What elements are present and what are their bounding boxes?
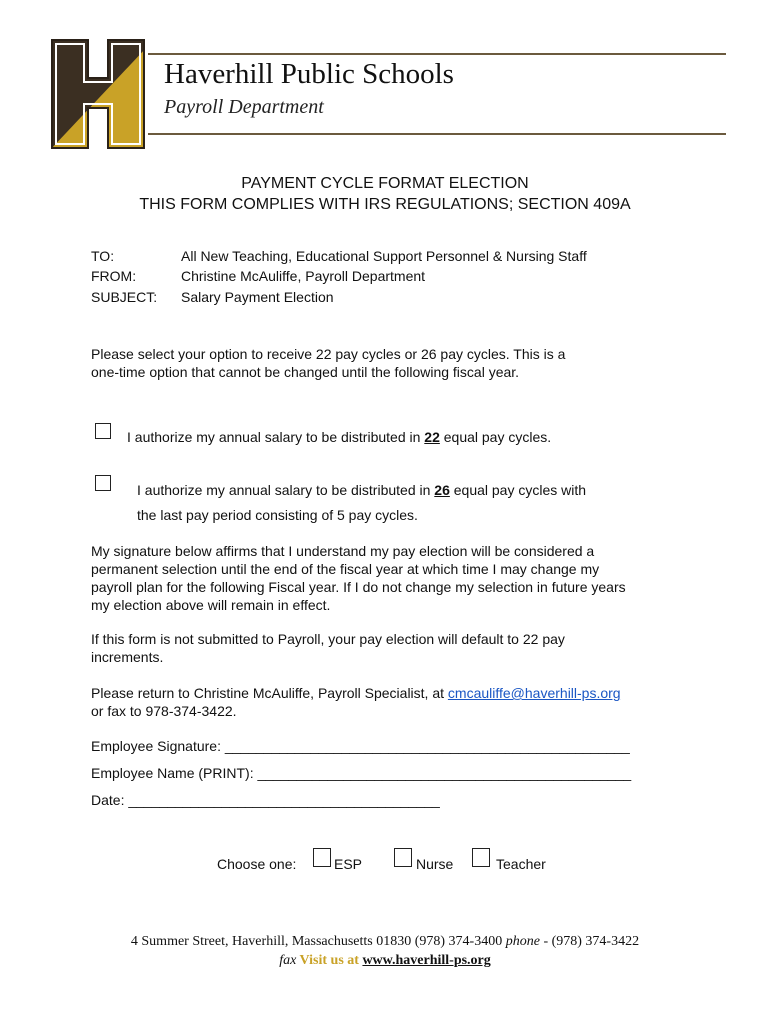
option-22-number: 22 [424, 429, 440, 445]
option-26-number: 26 [434, 482, 450, 498]
return-note-line [91, 684, 731, 702]
footer-visit-text: Visit us at [296, 953, 363, 968]
choose-one-label: Choose one: [217, 856, 297, 872]
option-26-checkbox[interactable] [95, 475, 111, 491]
memo-subject-label: SUBJECT: [91, 289, 158, 305]
esp-checkbox[interactable] [313, 848, 331, 867]
return-note-line: or fax to 978-374-3422. [91, 703, 237, 719]
option-22-checkbox[interactable] [95, 423, 111, 439]
default-note [91, 630, 691, 666]
default-note-line: If this form is not submitted to Payroll, your pay election will default to 22 pay [91, 631, 565, 647]
footer-phone-word: phone [505, 934, 540, 949]
esp-label: ESP [334, 856, 363, 872]
footer-website-link[interactable]: www.haverhill-ps.org [362, 953, 491, 968]
memo-subject-value: Salary Payment Election [181, 289, 334, 305]
intro-line: Please select your option to receive 22 pay cycles or 26 pay cycles. This is a [91, 346, 566, 362]
default-note-line: increments. [91, 649, 164, 665]
school-logo [50, 38, 146, 150]
teacher-checkbox[interactable] [472, 848, 490, 867]
option-22-text-end: equal pay cycles. [439, 429, 552, 445]
affirmation-paragraph [91, 542, 731, 614]
intro-paragraph [91, 345, 691, 381]
header-top-rule [148, 53, 726, 55]
date-field[interactable]: Date: ________________________________________ [91, 792, 440, 808]
nurse-label: Nurse [416, 856, 454, 872]
option-26-label [137, 482, 586, 498]
footer-web-line [0, 953, 770, 969]
affirmation-line: my election above will remain in effect. [91, 597, 331, 613]
memo-to-value: All New Teaching, Educational Support Personnel & Nursing Staff [181, 248, 587, 264]
nurse-checkbox[interactable] [394, 848, 412, 867]
footer-fax-number: - (978) 374-3422 [539, 934, 640, 949]
department-name: Payroll Department [164, 96, 324, 118]
payroll-email-link[interactable]: cmcauliffe@haverhill-ps.org [447, 685, 621, 701]
memo-from-value: Christine McAuliffe, Payroll Department [181, 268, 426, 284]
return-note-text: Please return to Christine McAuliffe, Payroll Specialist, at [91, 685, 448, 701]
memo-to-label: TO: [91, 248, 115, 264]
return-note [91, 684, 731, 720]
option-26-text-end: equal pay cycles with [449, 482, 587, 498]
memo-from-label: FROM: [91, 268, 137, 284]
option-22-label [127, 429, 551, 445]
footer-address-line [0, 934, 770, 950]
option-26-text: I authorize my annual salary to be distributed in [137, 482, 435, 498]
affirmation-line: My signature below affirms that I understand my pay election will be considered a [91, 543, 595, 559]
option-26-label-line2: the last pay period consisting of 5 pay cycles. [137, 507, 418, 523]
option-22-text: I authorize my annual salary to be distributed in [127, 429, 425, 445]
affirmation-line: permanent selection until the end of the fiscal year at which time I may change my [91, 561, 600, 577]
footer-address: 4 Summer Street, Haverhill, Massachusetts 01830 (978) 374-3400 [130, 934, 506, 949]
form-title: PAYMENT CYCLE FORMAT ELECTION [241, 175, 529, 192]
employee-signature-field[interactable]: Employee Signature: ____________________________________________________ [91, 738, 630, 754]
organization-name: Haverhill Public Schools [164, 58, 454, 90]
employee-name-field[interactable]: Employee Name (PRINT): ________________________________________________ [91, 765, 632, 781]
affirmation-line: payroll plan for the following Fiscal year. If I do not change my selection in future years [91, 579, 626, 595]
form-subtitle: THIS FORM COMPLIES WITH IRS REGULATIONS; SECTION 409A [139, 196, 631, 213]
intro-line: one-time option that cannot be changed until the following fiscal year. [91, 364, 520, 380]
teacher-label: Teacher [496, 856, 546, 872]
footer-fax-word: fax [279, 953, 297, 968]
header-bottom-rule [148, 133, 726, 135]
